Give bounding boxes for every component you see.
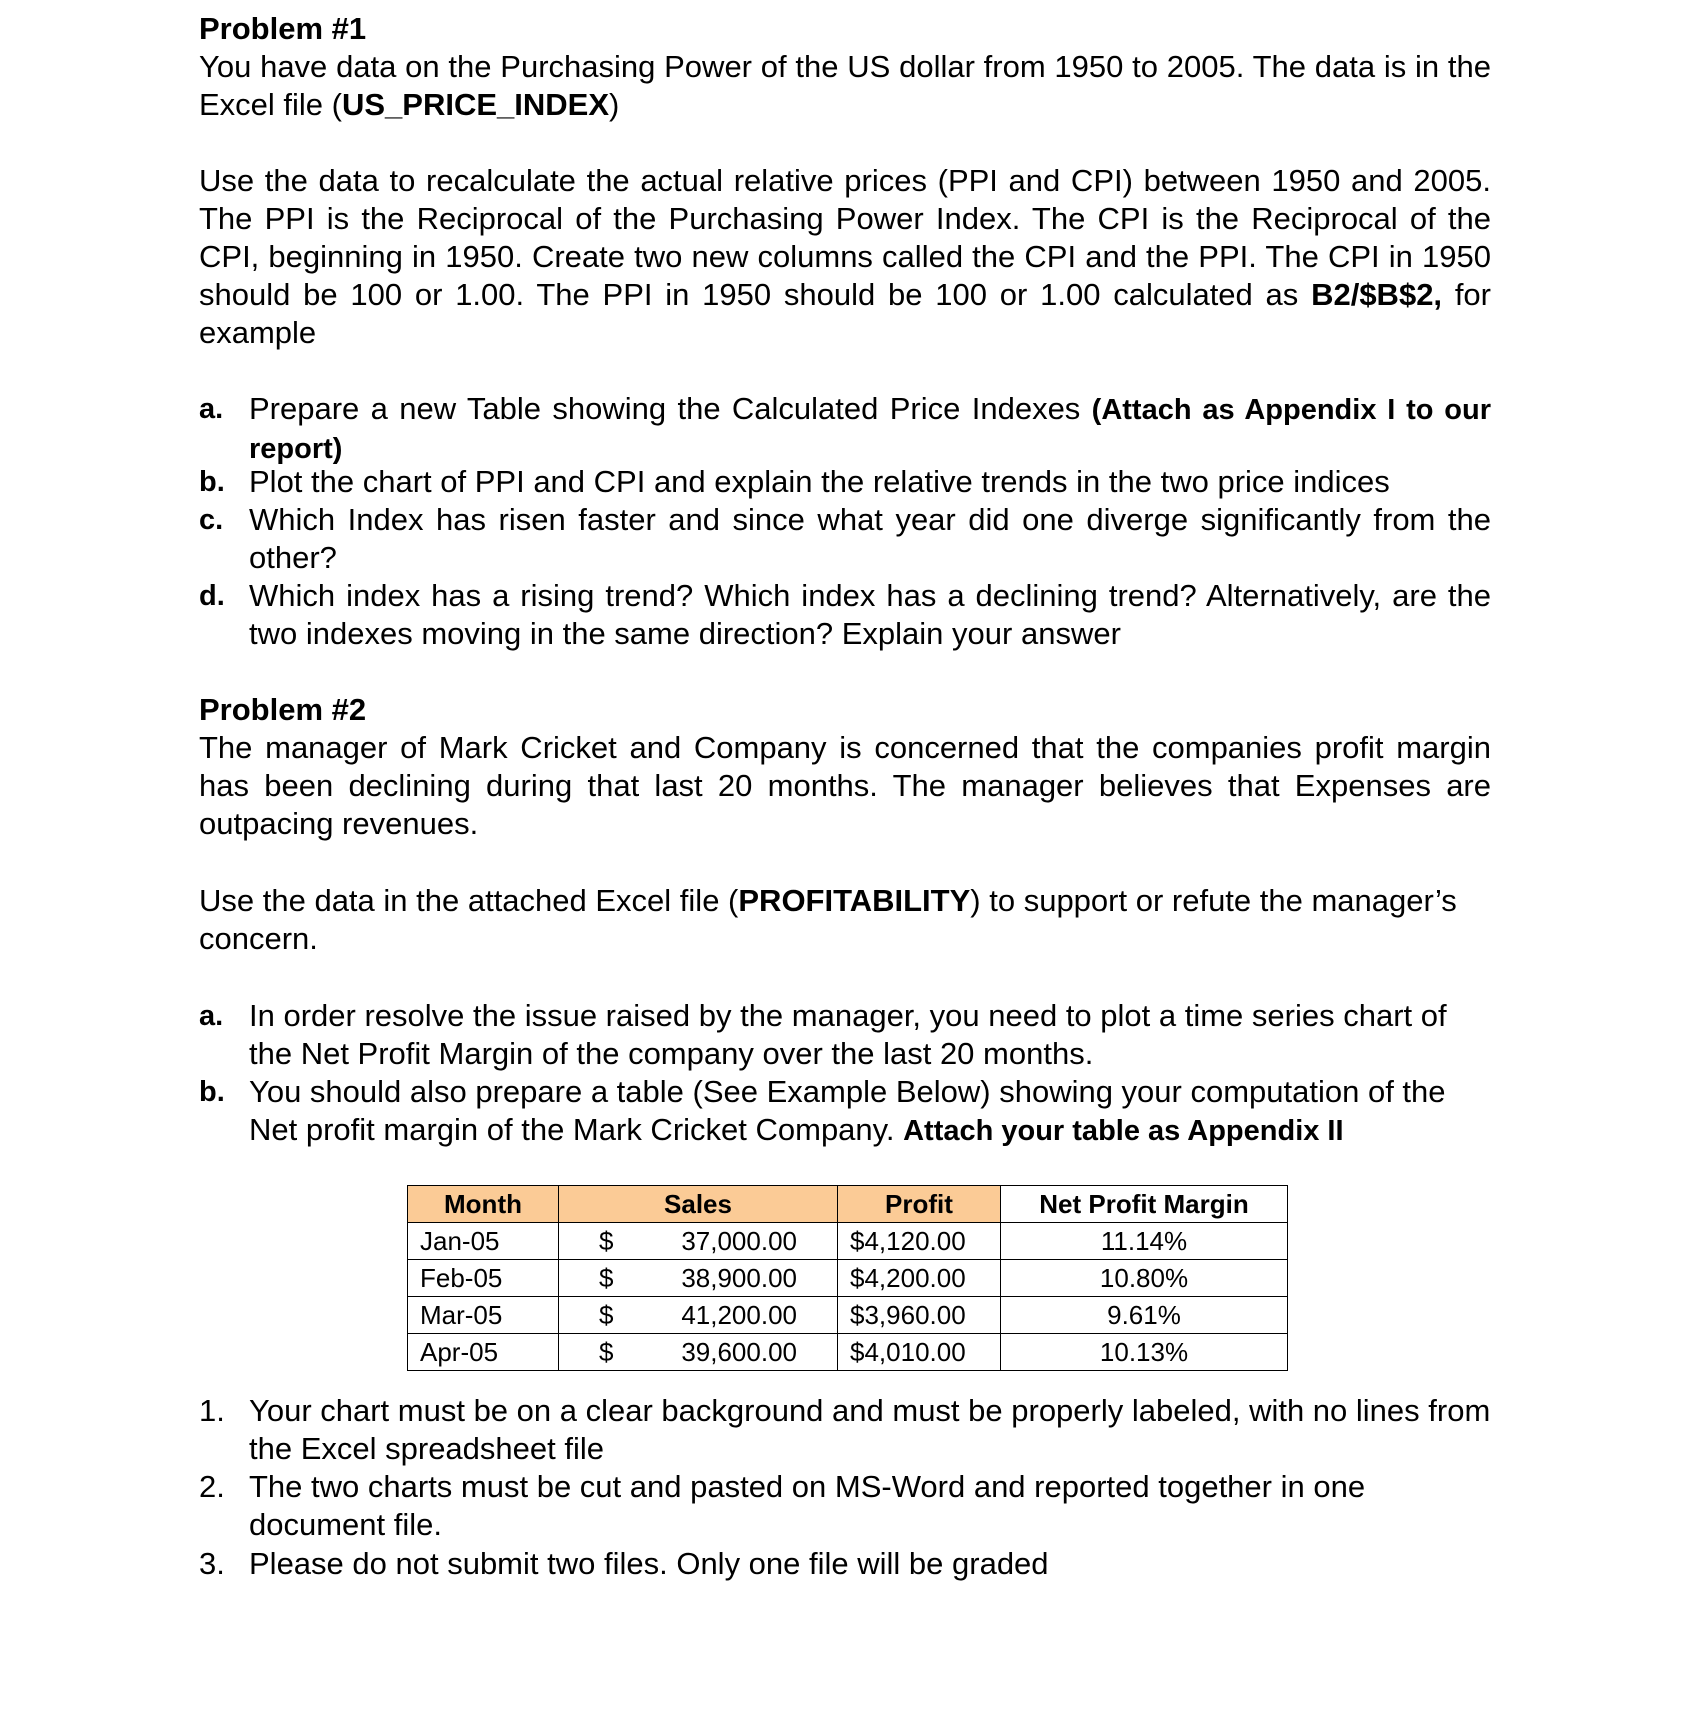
note-2 — [199, 1468, 1491, 1544]
table-row — [408, 1297, 1288, 1334]
header-month: Month — [408, 1186, 559, 1223]
note-text: Your chart must be on a clear background and must be properly labeled, with no lines from the Excel spreadsheet file — [249, 1393, 1491, 1466]
cell-month: Mar-05 — [408, 1297, 559, 1334]
p1-item-c — [199, 501, 1491, 577]
header-profit: Profit — [838, 1186, 1001, 1223]
problem-2-title: Problem #2 — [199, 692, 367, 727]
item-text: Which index has a rising trend? Which index has a declining trend? Alternatively, are the two indexes moving in the same direction? Explain your answer — [249, 578, 1491, 651]
note-3 — [199, 1545, 1491, 1583]
intro-text: You have data on the Purchasing Power of the US dollar from 1950 to 2005. The data is in the Excel file ( — [199, 49, 1491, 122]
problem-2-instructions — [199, 882, 1491, 958]
p1-item-a — [199, 390, 1491, 468]
instructions-text-end: for example — [199, 277, 1491, 350]
table-row — [408, 1223, 1288, 1260]
problem-1-instructions — [199, 162, 1491, 352]
problem-2-intro: The manager of Mark Cricket and Company is concerned that the companies profit margin has been declining during that last 20 months. The manager believes that Expenses are outpacing revenues. — [199, 730, 1491, 841]
cell-margin: 9.61% — [1001, 1297, 1288, 1334]
item-bold: Attach your table as Appendix II — [903, 1115, 1344, 1147]
cell-margin: 10.80% — [1001, 1260, 1288, 1297]
problem-1-title: Problem #1 — [199, 11, 367, 46]
table-header-row — [408, 1186, 1288, 1223]
problem-1-intro — [199, 48, 1491, 124]
item-text: You should also prepare a table (See Example Below) showing your computation of the Net profit margin of the Mark Cricket Company. — [249, 1074, 1446, 1147]
cell-month: Apr-05 — [408, 1334, 559, 1371]
p2-item-a — [199, 997, 1491, 1073]
file-name: PROFITABILITY — [738, 883, 971, 918]
file-name: US_PRICE_INDEX — [341, 87, 610, 122]
formula: B2/$B$2, — [1311, 277, 1443, 312]
marker: 3. — [199, 1546, 225, 1581]
net-profit-table — [407, 1185, 1288, 1371]
marker: a. — [199, 393, 224, 425]
item-text: In order resolve the issue raised by the manager, you need to plot a time series chart of the Net Profit Margin of the company over the last 20 months. — [249, 998, 1447, 1071]
problem-1-section — [199, 10, 1491, 124]
cell-margin: 11.14% — [1001, 1223, 1288, 1260]
item-text: Which Index has risen faster and since what year did one diverge significantly from the other? — [249, 502, 1491, 575]
instructions-text: Use the data to recalculate the actual relative prices (PPI and CPI) between 1950 and 2005. The PPI is the Reciprocal of the Purchasing Power Index. The CPI is the Reciprocal of the CPI, beginning in 1950. Create two new columns called the CPI and the PPI. The CPI in 1950 should be 100 or 1.00. The PPI in 1950 should be 100 or 1.00 calculated as — [199, 163, 1491, 312]
marker: d. — [199, 580, 225, 612]
cell-profit: $3,960.00 — [838, 1297, 1001, 1334]
marker: c. — [199, 504, 224, 536]
marker: b. — [199, 1076, 225, 1108]
problem-2-section — [199, 691, 1491, 843]
cell-profit: $4,200.00 — [838, 1260, 1001, 1297]
intro-text-end: ) — [609, 87, 620, 122]
item-text: Prepare a new Table showing the Calculated Price Indexes — [249, 391, 1092, 426]
header-margin: Net Profit Margin — [1001, 1186, 1288, 1223]
note-text: The two charts must be cut and pasted on MS-Word and reported together in one document file. — [249, 1469, 1366, 1542]
cell-month: Feb-05 — [408, 1260, 559, 1297]
item-bold: (Attach as Appendix I to our report) — [249, 394, 1491, 465]
cell-profit: $4,010.00 — [838, 1334, 1001, 1371]
cell-month: Jan-05 — [408, 1223, 559, 1260]
table-row — [408, 1334, 1288, 1371]
cell-currency: $ — [559, 1334, 638, 1371]
cell-sales: 38,900.00 — [638, 1260, 838, 1297]
p1-item-b — [199, 463, 1491, 501]
cell-sales: 39,600.00 — [638, 1334, 838, 1371]
table-row — [408, 1260, 1288, 1297]
cell-margin: 10.13% — [1001, 1334, 1288, 1371]
instructions-text: Use the data in the attached Excel file ( — [199, 883, 739, 918]
note-text: Please do not submit two files. Only one file will be graded — [249, 1546, 1049, 1581]
p2-item-b — [199, 1073, 1491, 1150]
cell-currency: $ — [559, 1297, 638, 1334]
cell-sales: 37,000.00 — [638, 1223, 838, 1260]
cell-currency: $ — [559, 1223, 638, 1260]
cell-sales: 41,200.00 — [638, 1297, 838, 1334]
cell-currency: $ — [559, 1260, 638, 1297]
item-text: Plot the chart of PPI and CPI and explain the relative trends in the two price indices — [249, 464, 1390, 499]
marker: 2. — [199, 1469, 225, 1504]
marker: a. — [199, 1000, 224, 1032]
note-1 — [199, 1392, 1491, 1468]
marker: 1. — [199, 1393, 225, 1428]
instructions-text-end: ) to support or refute the manager’s concern. — [199, 883, 1457, 956]
header-sales: Sales — [559, 1186, 838, 1223]
marker: b. — [199, 466, 225, 498]
p1-item-d — [199, 577, 1491, 653]
cell-profit: $4,120.00 — [838, 1223, 1001, 1260]
